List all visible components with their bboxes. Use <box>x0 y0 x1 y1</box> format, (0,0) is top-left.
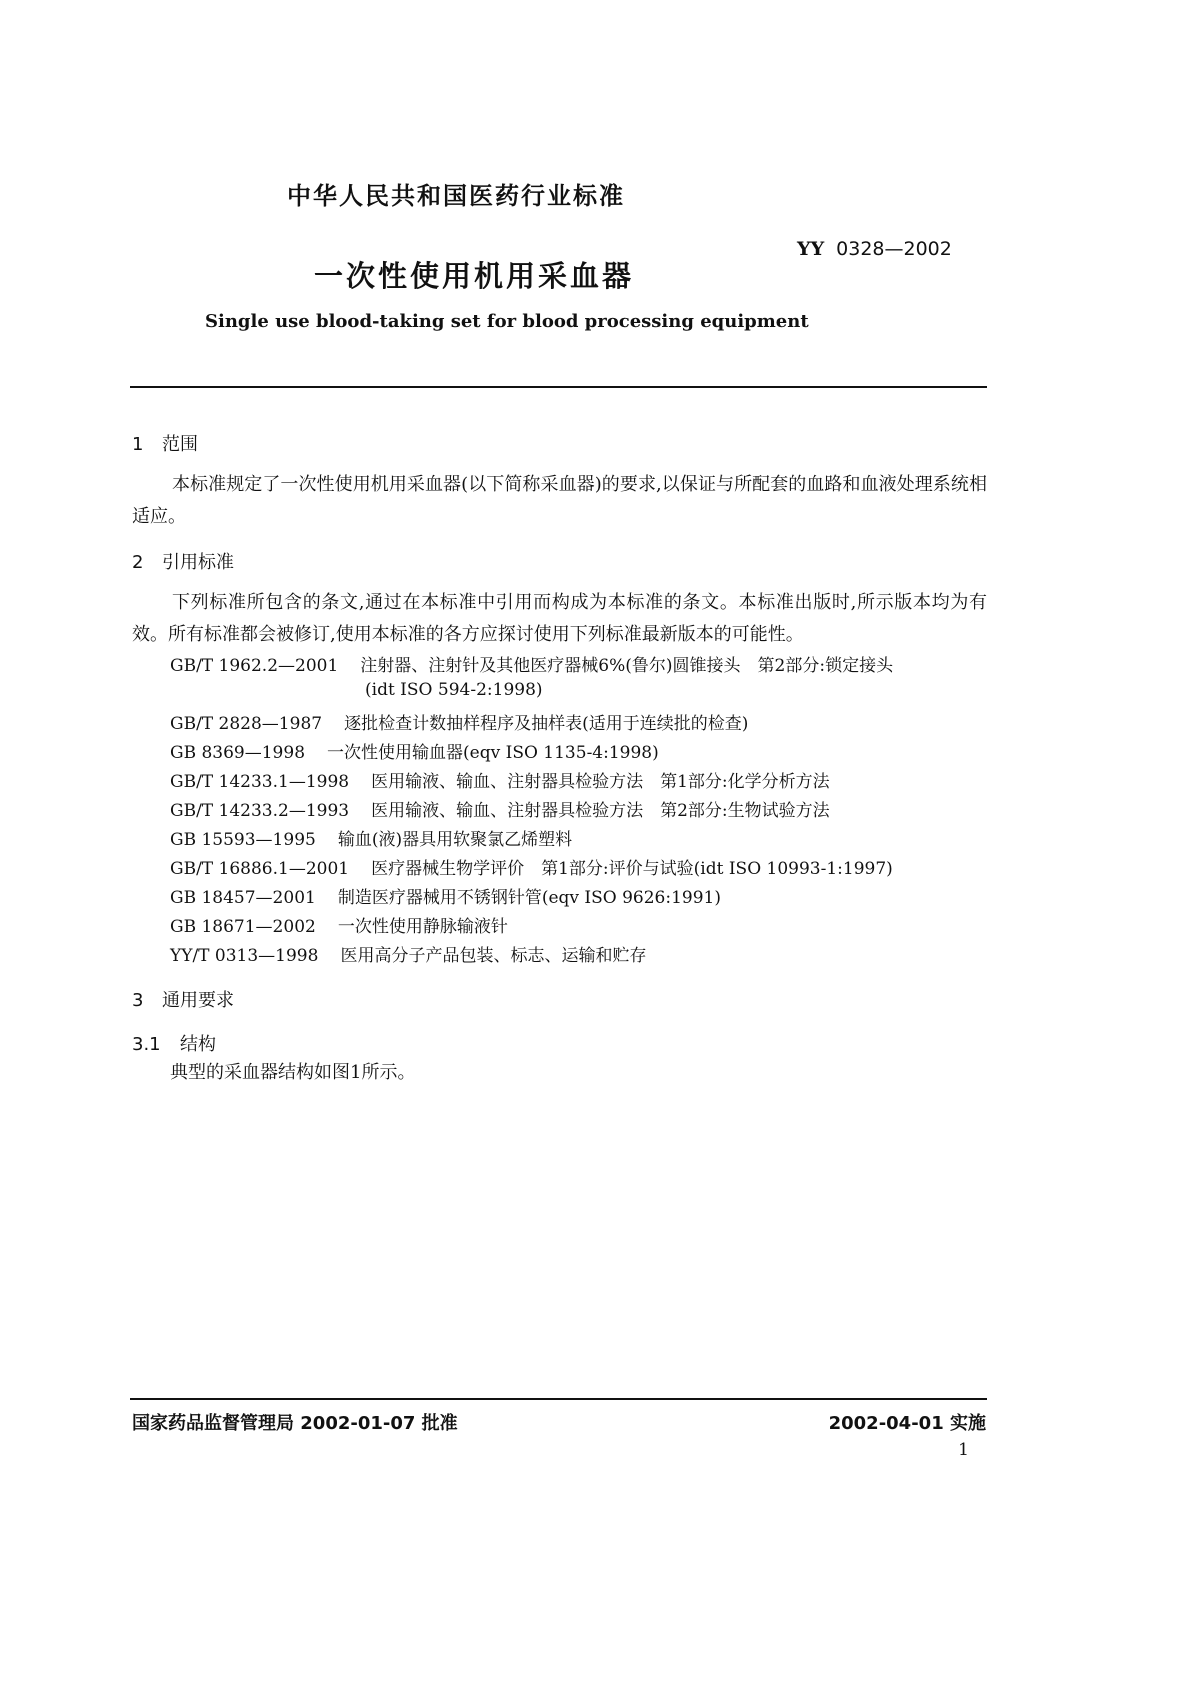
reference-item-continuation: (idt ISO 594-2:1998) <box>365 680 543 700</box>
section-title: 范围 <box>162 434 198 455</box>
reference-title: 医疗器械生物学评价 第1部分:评价与试验(idt ISO 10993-1:1997) <box>371 859 893 879</box>
reference-title: 注射器、注射针及其他医疗器械6%(鲁尔)圆锥接头 第2部分:锁定接头 <box>360 656 894 676</box>
subsection-3-1-text: 典型的采血器结构如图1所示。 <box>170 1062 416 1083</box>
reference-title: 医用输液、输血、注射器具检验方法 第1部分:化学分析方法 <box>371 772 830 792</box>
reference-item <box>170 854 893 879</box>
subsection-title: 结构 <box>180 1034 216 1055</box>
footer-divider <box>130 1398 987 1400</box>
reference-code: GB/T 2828—1987 <box>170 714 323 734</box>
reference-code: GB/T 14233.2—1993 <box>170 801 350 821</box>
issuing-authority-title: 中华人民共和国医药行业标准 <box>287 182 625 210</box>
section-3-heading <box>132 986 234 1012</box>
section-number: 2 <box>132 552 144 573</box>
standard-code: 0328—2002 <box>836 238 952 260</box>
standard-prefix: YY <box>797 238 825 260</box>
reference-item <box>170 651 893 676</box>
section-number: 1 <box>132 434 144 455</box>
reference-title: 制造医疗器械用不锈钢针管(eqv ISO 9626:1991) <box>337 888 721 908</box>
reference-item <box>170 796 830 821</box>
reference-code: GB 18671—2002 <box>170 917 316 937</box>
reference-title: 一次性使用静脉输液针 <box>337 917 508 937</box>
reference-code: GB/T 14233.1—1998 <box>170 772 350 792</box>
reference-code: YY/T 0313—1998 <box>170 946 319 966</box>
section-1-paragraph: 本标准规定了一次性使用机用采血器(以下简称采血器)的要求,以保证与所配套的血路和血液处理系统相适应。 <box>132 474 987 527</box>
reference-item <box>170 709 748 734</box>
section-title: 通用要求 <box>162 990 234 1011</box>
reference-title: 输血(液)器具用软聚氯乙烯塑料 <box>337 830 573 850</box>
approval-date: 国家药品监督管理局 2002-01-07 批准 <box>132 1413 458 1434</box>
reference-item <box>170 941 646 966</box>
reference-code: GB 8369—1998 <box>170 743 306 763</box>
reference-title: 一次性使用输血器(eqv ISO 1135-4:1998) <box>327 743 659 763</box>
reference-code: GB 15593—1995 <box>170 830 316 850</box>
section-2-heading <box>132 548 234 574</box>
reference-code: GB/T 1962.2—2001 <box>170 656 339 676</box>
reference-code: GB 18457—2001 <box>170 888 316 908</box>
reference-item <box>170 738 659 763</box>
section-1-heading <box>132 430 198 456</box>
implementation-date: 2002-04-01 实施 <box>828 1413 986 1434</box>
document-title-en: Single use blood-taking set for blood processing equipment <box>205 311 809 332</box>
header-divider <box>130 386 987 388</box>
subsection-3-1-heading <box>132 1030 216 1056</box>
document-title-cn: 一次性使用机用采血器 <box>314 259 635 293</box>
reference-item <box>170 883 721 908</box>
section-number: 3 <box>132 990 144 1011</box>
reference-title: 医用高分子产品包装、标志、运输和贮存 <box>340 946 647 966</box>
reference-title: 逐批检查计数抽样程序及抽样表(适用于连续批的检查) <box>344 714 749 734</box>
reference-item <box>170 767 830 792</box>
section-2-paragraph: 下列标准所包含的条文,通过在本标准中引用而构成为本标准的条文。本标准出版时,所示版本均为有效。所有标准都会被修订,使用本标准的各方应探讨使用下列标准最新版本的可能性。 <box>132 592 987 645</box>
reference-item <box>170 912 508 937</box>
page-number: 1 <box>958 1440 969 1460</box>
section-title: 引用标准 <box>162 552 234 573</box>
standard-number <box>797 238 952 260</box>
subsection-number: 3.1 <box>132 1034 161 1055</box>
reference-item <box>170 825 572 850</box>
reference-title: 医用输液、输血、注射器具检验方法 第2部分:生物试验方法 <box>371 801 830 821</box>
reference-code: GB/T 16886.1—2001 <box>170 859 350 879</box>
